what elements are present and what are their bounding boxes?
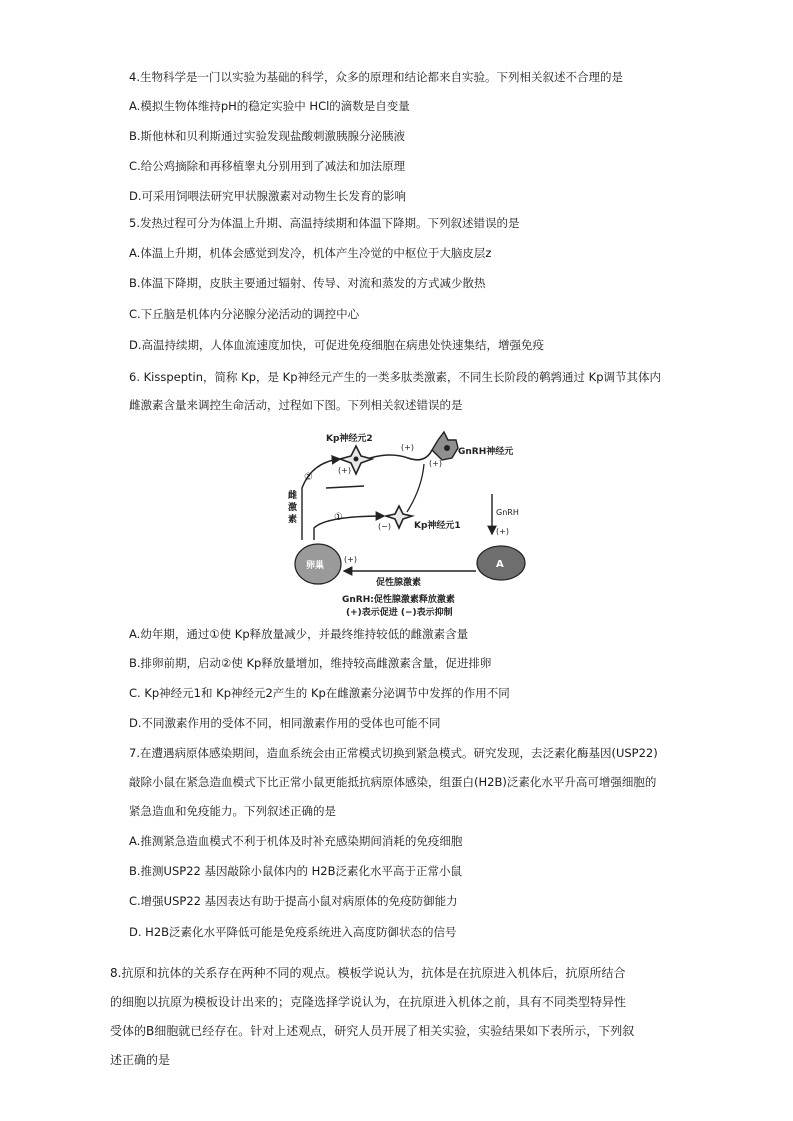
q7-option-c: C.增强USP22 基因表达有助于提高小鼠对病原体的免疫防御能力 xyxy=(129,894,458,908)
q4-option-a: A.模拟生物体维持pH的稳定实验中 HCl的滴数是自变量 xyxy=(129,99,410,113)
kp-regulation-diagram xyxy=(286,428,546,618)
estrogen-char-2: 激 xyxy=(288,503,298,513)
q7-stem-line1: 7.在遭遇病原体感染期间，造血系统会由正常模式切换到紧急模式。研究发现，去泛素化酶基因(USP22) xyxy=(129,746,658,760)
kp-neuron-2-label: Kp神经元2 xyxy=(326,434,373,444)
kp2-gnrh-plus-label: (+) xyxy=(401,443,414,452)
q7-option-b: B.推测USP22 基因敲除小鼠体内的 H2B泛素化水平高于正常小鼠 xyxy=(129,864,462,878)
q8-line4: 述正确的是 xyxy=(110,1053,171,1067)
estrogen-char-1: 雌 xyxy=(288,491,298,501)
kp-neuron-2-nucleus xyxy=(354,457,359,462)
ovary-plus-label: (+) xyxy=(344,555,357,564)
legend-sign: (+)表示促进 (−)表示抑制 xyxy=(346,608,453,618)
kp1-minus-label: (−) xyxy=(378,522,391,531)
q7-stem-line3: 紧急造血和免疫能力。下列叙述正确的是 xyxy=(129,804,336,818)
gnrh-label: GnRH xyxy=(496,508,519,517)
path-1-symbol: ① xyxy=(334,512,343,523)
q5-stem: 5.发热过程可分为体温上升期、高温持续期和体温下降期。下列叙述错误的是 xyxy=(129,216,520,230)
q4-stem: 4.生物科学是一门以实验为基础的科学，众多的原理和结论都来自实验。下列相关叙述不合理的是 xyxy=(129,70,623,84)
q8-line1: 8.抗原和抗体的关系存在两种不同的观点。模板学说认为，抗体是在抗原进入机体后，抗原所结合 xyxy=(110,966,626,980)
q5-option-d: D.高温持续期，人体血流速度加快，可促进免疫细胞在病患处快速集结，增强免疫 xyxy=(129,338,545,352)
path-1-arrow xyxy=(314,516,384,540)
path-2-symbol: ② xyxy=(304,472,313,483)
q5-option-c: C.下丘脑是机体内分泌腺分泌活动的调控中心 xyxy=(129,307,360,321)
q7-option-d: D. H2B泛素化水平降低可能是免疫系统进入高度防御状态的信号 xyxy=(129,925,457,939)
estrogen-label xyxy=(287,489,300,525)
estrogen-char-3: 素 xyxy=(288,515,298,525)
gnrh-plus-label: (+) xyxy=(496,527,509,536)
fsh-label: 促性腺激素 xyxy=(376,578,422,588)
q7-stem-line2: 敲除小鼠在紧急造血模式下比正常小鼠更能抵抗病原体感染，组蛋白(H2B)泛素化水平升高可增强细胞的 xyxy=(129,775,657,789)
q5-option-a: A.体温上升期，机体会感觉到发冷，机体产生冷觉的中枢位于大脑皮层z xyxy=(129,246,492,260)
q6-option-c: C. Kp神经元1和 Kp神经元2产生的 Kp在雌激素分泌调节中发挥的作用不同 xyxy=(129,686,510,700)
q6-option-d: D.不同激素作用的受体不同，相同激素作用的受体也可能不同 xyxy=(129,716,441,730)
q6-stem-line2: 雌激素含量来调控生命活动，过程如下图。下列相关叙述错误的是 xyxy=(129,398,463,412)
q6-option-a: A.幼年期，通过①使 Kp释放量减少，并最终维持较低的雌激素含量 xyxy=(129,627,469,641)
gnrh-neuron-label: GnRH神经元 xyxy=(458,447,514,457)
q7-option-a: A.推测紧急造血模式不利于机体及时补充感染期间消耗的免疫细胞 xyxy=(129,834,463,848)
pituitary-a-label: A xyxy=(496,559,504,570)
ovary-label: 卵巢 xyxy=(306,561,325,571)
q4-option-b: B.斯他林和贝利斯通过实验发现盐酸刺激胰腺分泌胰液 xyxy=(129,129,406,143)
gnrh-neuron-plus-label: (+) xyxy=(429,459,442,468)
q8-line2: 的细胞以抗原为模板设计出来的；克隆选择学说认为，在抗原进入机体之前，具有不同类型特异性 xyxy=(110,995,627,1009)
gnrh-neuron-nucleus xyxy=(444,445,450,451)
estrogen-dash xyxy=(326,486,364,488)
q6-stem-line1: 6. Kisspeptin，简称 Kp，是 Kp神经元产生的一类多肽类激素，不同生长阶段的鹌鹑通过 Kp调节其体内 xyxy=(129,370,661,384)
kp2-plus-label: (+) xyxy=(338,466,351,475)
q8-line3: 受体的B细胞就已经存在。针对上述观点，研究人员开展了相关实验，实验结果如下表所示，下列叙 xyxy=(110,1024,635,1038)
q4-option-d: D.可采用饲喂法研究甲状腺激素对动物生长发育的影响 xyxy=(129,189,407,203)
kp1-axon xyxy=(407,464,424,512)
kp-neuron-1-label: Kp神经元1 xyxy=(414,521,461,531)
q6-option-b: B.排卵前期，启动②使 Kp释放量增加，维持较高雌激素含量，促进排卵 xyxy=(129,656,492,670)
legend-gnrh: GnRH:促性腺激素释放激素 xyxy=(342,595,455,605)
q5-option-b: B.体温下降期，皮肤主要通过辐射、传导、对流和蒸发的方式减少散热 xyxy=(129,276,486,290)
q4-option-c: C.给公鸡摘除和再移植睾丸分别用到了减法和加法原理 xyxy=(129,159,406,173)
